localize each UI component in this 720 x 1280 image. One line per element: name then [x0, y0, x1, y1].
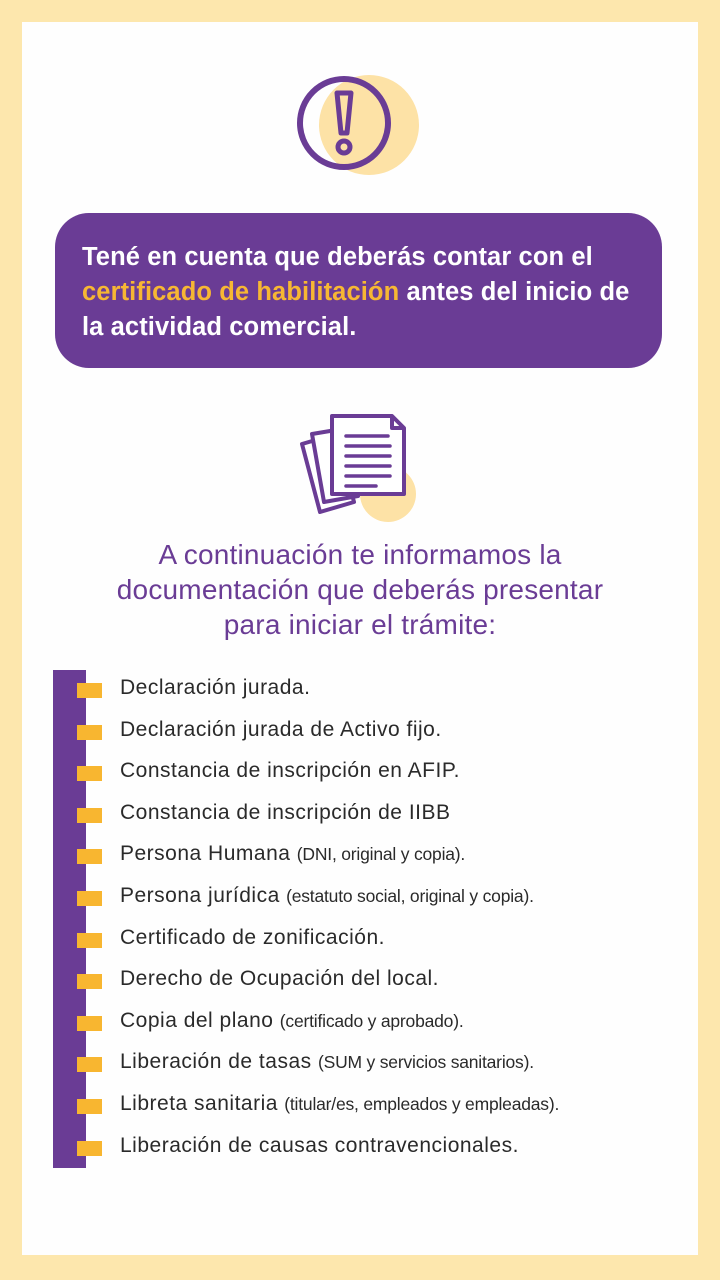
- list-item: [0, 1085, 720, 1127]
- intro-text: [40, 537, 680, 642]
- list-item: [0, 919, 720, 961]
- notice-text-start: Tené en cuenta que deberás contar con el: [82, 243, 593, 271]
- bullet-marker: [77, 933, 102, 948]
- requirement-detail: (titular/es, empleados y empleadas).: [284, 1093, 560, 1114]
- list-item: [0, 711, 720, 753]
- requirement-label: Constancia de inscripción de IIBB: [120, 800, 451, 824]
- requirement-detail: (certificado y aprobado).: [279, 1010, 464, 1031]
- bullet-marker: [77, 849, 102, 864]
- bullet-marker: [77, 725, 102, 740]
- bullet-marker: [77, 1141, 102, 1156]
- requirement-label: Copia del plano: [120, 1008, 274, 1032]
- bullet-marker: [77, 1057, 102, 1072]
- requirement-label: Persona Humana: [120, 842, 291, 866]
- list-item: [0, 1002, 720, 1044]
- list-item: [0, 960, 720, 1002]
- notice-text-end: antes del inicio de la actividad comercial.: [82, 278, 630, 341]
- list-item: [0, 669, 720, 711]
- list-item: [0, 877, 720, 919]
- requirement-label: Constancia de inscripción en AFIP.: [120, 759, 460, 783]
- intro-line: A continuación te informamos la: [158, 539, 562, 570]
- bullet-marker: [77, 808, 102, 823]
- bullet-marker: [77, 974, 102, 989]
- list-item: [0, 1127, 720, 1169]
- notice-banner: [55, 213, 662, 368]
- intro-line: para iniciar el trámite:: [223, 609, 497, 640]
- notice-highlight: certificado de habilitación: [82, 278, 400, 306]
- requirement-label: Persona jurídica: [120, 883, 280, 907]
- requirement-detail: (DNI, original y copia).: [296, 844, 466, 865]
- requirement-label: Certificado de zonificación.: [120, 925, 385, 949]
- requirement-label: Libreta sanitaria: [120, 1091, 278, 1115]
- list-item: [0, 835, 720, 877]
- list-item: [0, 752, 720, 794]
- requirement-label: Liberación de tasas: [120, 1050, 312, 1074]
- exclamation-circle-icon: [294, 73, 424, 183]
- bullet-marker: [77, 766, 102, 781]
- requirements-list: [0, 669, 720, 1168]
- list-item: [0, 1043, 720, 1085]
- bullet-marker: [77, 891, 102, 906]
- requirement-label: Declaración jurada.: [120, 676, 311, 699]
- requirement-detail: (estatuto social, original y copia).: [286, 885, 534, 906]
- list-item: [0, 794, 720, 836]
- requirement-label: Derecho de Ocupación del local.: [120, 967, 440, 991]
- intro-line: documentación que deberás presentar: [116, 574, 604, 605]
- documents-icon: [296, 408, 426, 526]
- requirement-label: Liberación de causas contravencionales.: [120, 1133, 519, 1157]
- bullet-marker: [77, 1016, 102, 1031]
- requirement-label: Declaración jurada de Activo fijo.: [120, 717, 442, 741]
- requirement-detail: (SUM y servicios sanitarios).: [317, 1052, 534, 1073]
- bullet-marker: [77, 683, 102, 698]
- bullet-marker: [77, 1099, 102, 1114]
